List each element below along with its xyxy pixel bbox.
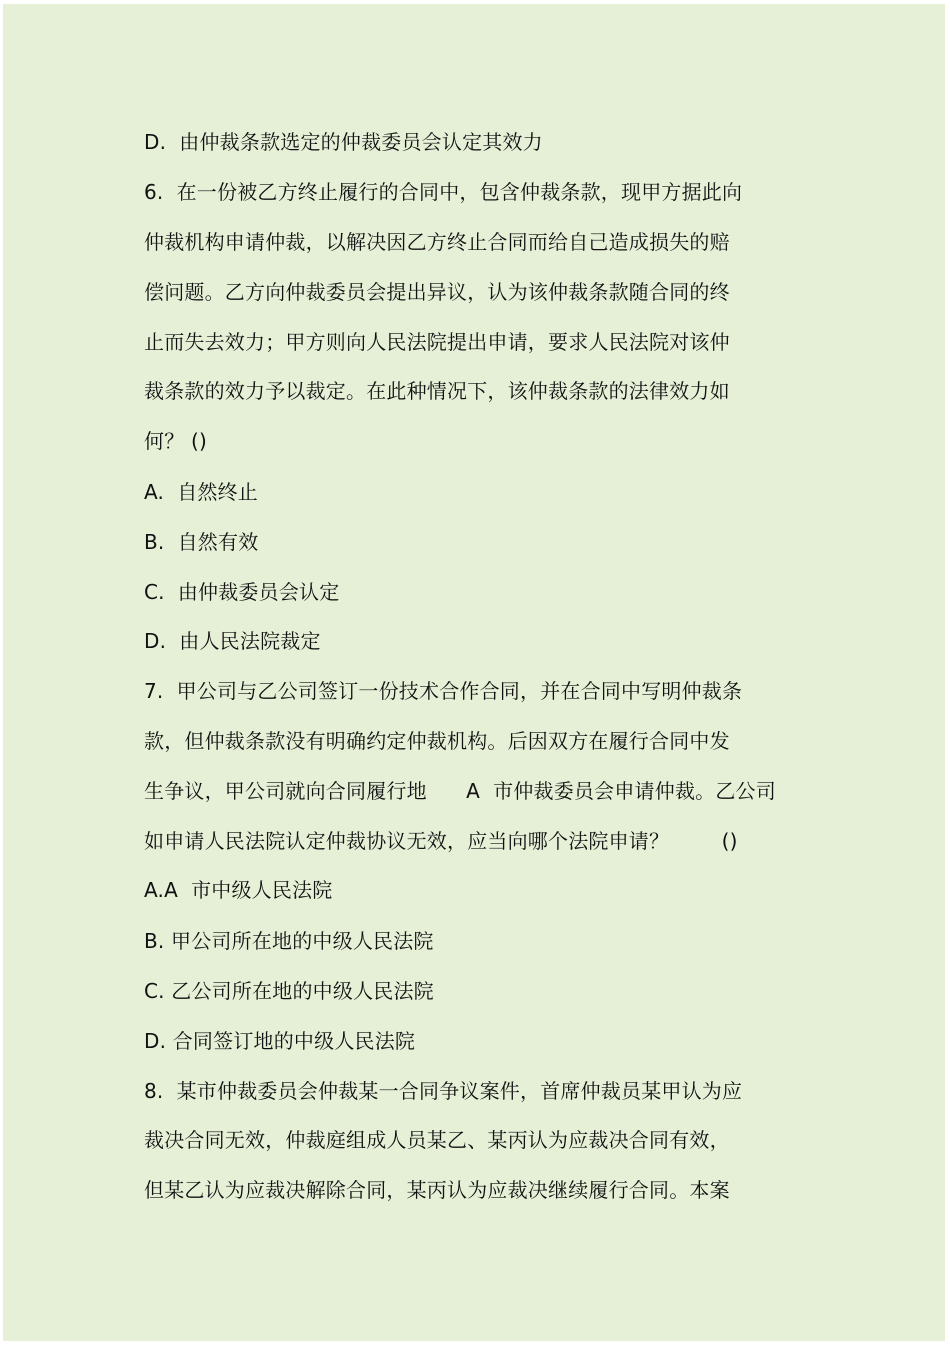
- option-c-q7: C. 乙公司所在地的中级人民法院: [144, 979, 434, 1003]
- question-6-line-1: 6. 在一份被乙方终止履行的合同中，包含仲裁条款，现甲方据此向: [144, 180, 743, 204]
- option-a-q7: A.A 市中级人民法院: [144, 878, 333, 902]
- question-8-line-2: 裁决合同无效，仲裁庭组成人员某乙、某丙认为应裁决合同有效，: [144, 1128, 730, 1152]
- option-d-q5: D. 由仲裁条款选定的仲裁委员会认定其效力: [144, 130, 543, 154]
- option-c-q6: C. 由仲裁委员会认定: [144, 580, 340, 604]
- question-6-line-2: 仲裁机构申请仲裁，以解决因乙方终止合同而给自己造成损失的赔: [144, 230, 730, 254]
- question-6-line-4: 止而失去效力；甲方则向人民法院提出申请，要求人民法院对该仲: [144, 330, 730, 354]
- question-6-line-3: 偿问题。乙方向仲裁委员会提出异议，认为该仲裁条款随合同的终: [144, 280, 730, 304]
- question-7-line-2: 款，但仲裁条款没有明确约定仲裁机构。后因双方在履行合同中发: [144, 729, 730, 753]
- option-d-q7: D. 合同签订地的中级人民法院: [144, 1029, 416, 1053]
- question-7-line-1: 7. 甲公司与乙公司签订一份技术合作合同，并在合同中写明仲裁条: [144, 679, 743, 703]
- question-8-line-3: 但某乙认为应裁决解除合同，某丙认为应裁决继续履行合同。本案: [144, 1178, 730, 1202]
- option-d-q6: D. 由人民法院裁定: [144, 629, 321, 653]
- option-b-q6: B. 自然有效: [144, 530, 259, 554]
- option-a-q6: A. 自然终止: [144, 480, 259, 504]
- question-6-line-6: 何？ (): [144, 429, 207, 453]
- question-7-line-4: 如申请人民法院认定仲裁协议无效，应当向哪个法院申请？ (): [144, 829, 738, 853]
- question-7-line-3: 生争议，甲公司就向合同履行地 A 市仲裁委员会申请仲裁。乙公司: [144, 779, 776, 803]
- option-b-q7: B. 甲公司所在地的中级人民法院: [144, 929, 434, 953]
- question-6-line-5: 裁条款的效力予以裁定。在此种情况下，该仲裁条款的法律效力如: [144, 379, 730, 403]
- document-page: [3, 4, 945, 1341]
- question-8-line-1: 8. 某市仲裁委员会仲裁某一合同争议案件，首席仲裁员某甲认为应: [144, 1079, 743, 1103]
